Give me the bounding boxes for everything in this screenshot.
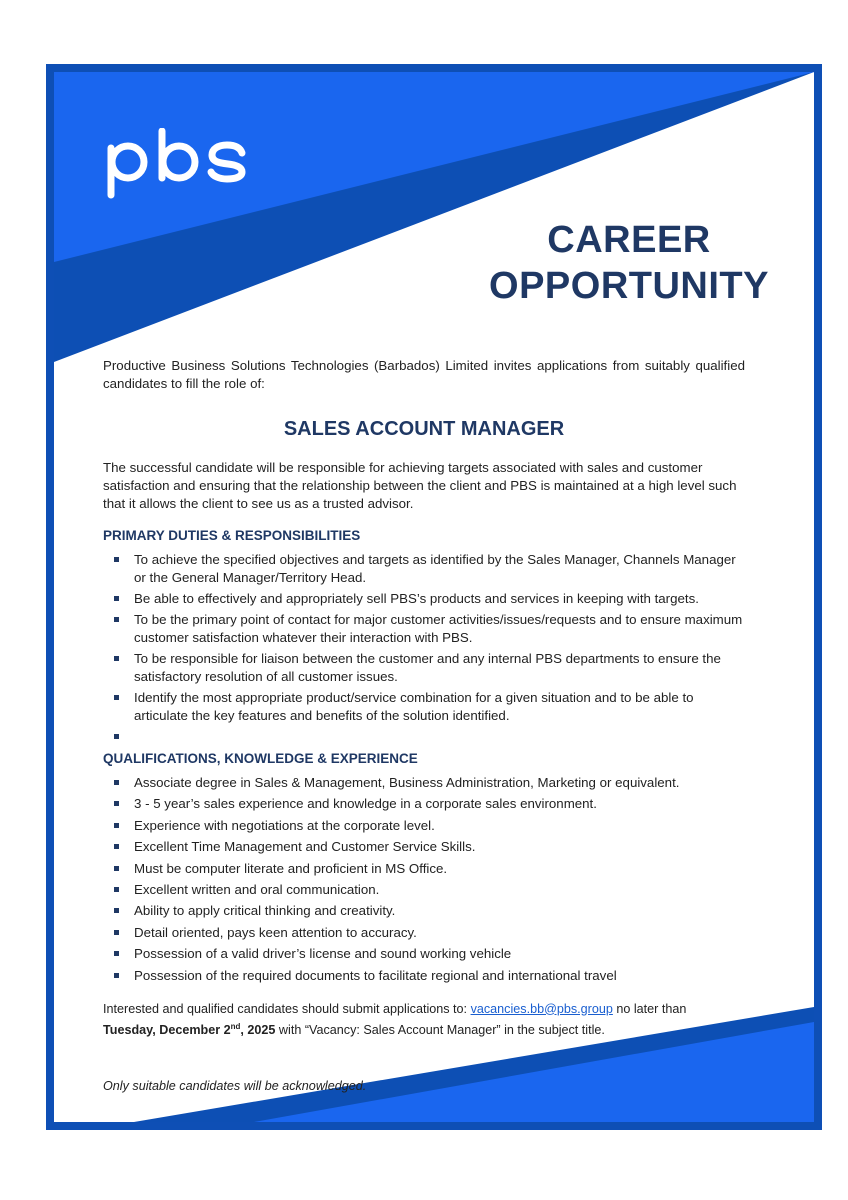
qualifications-heading: QUALIFICATIONS, KNOWLEDGE & EXPERIENCE bbox=[103, 751, 418, 766]
list-item: 3 - 5 year’s sales experience and knowledge in a corporate sales environment. bbox=[103, 795, 745, 813]
email-link[interactable]: vacancies.bb@pbs.group bbox=[470, 1001, 613, 1016]
list-item: Excellent written and oral communication. bbox=[103, 881, 745, 899]
list-item: Experience with negotiations at the corporate level. bbox=[103, 817, 745, 835]
title-line-2: OPPORTUNITY bbox=[489, 265, 769, 307]
list-item: To be the primary point of contact for major customer activities/issues/requests and to ensure maximum customer satisfaction whatever their interaction with PBS. bbox=[103, 611, 745, 647]
list-item: To achieve the specified objectives and targets as identified by the Sales Manager, Channels Manager or the General Manager/Territory Head. bbox=[103, 551, 745, 587]
closing-text-end: with “Vacancy: Sales Account Manager” in the subject title. bbox=[275, 1022, 605, 1037]
closing-text-after-email: no later than bbox=[612, 1001, 687, 1016]
list-item: To be responsible for liaison between the customer and any internal PBS departments to ensure the satisfactory resolution of all customer issues. bbox=[103, 650, 745, 686]
closing-paragraph bbox=[103, 1001, 745, 1039]
acknowledgement-note: Only suitable candidates will be acknowledged. bbox=[103, 1078, 367, 1093]
poster-frame bbox=[46, 64, 822, 1130]
title-line-1: CAREER bbox=[547, 219, 711, 261]
duties-list bbox=[103, 551, 745, 742]
list-item: Ability to apply critical thinking and creativity. bbox=[103, 902, 745, 920]
list-item: Associate degree in Sales & Management, Business Administration, Marketing or equivalent. bbox=[103, 774, 745, 792]
content bbox=[103, 357, 745, 1095]
list-item: Must be computer literate and proficient in MS Office. bbox=[103, 860, 745, 878]
intro-paragraph: Productive Business Solutions Technologies (Barbados) Limited invites applications from suitably qualified candidates to fill the role of: bbox=[103, 358, 745, 391]
closing-text-start: Interested and qualified candidates should submit applications to: bbox=[103, 1001, 471, 1016]
pbs-logo bbox=[106, 128, 251, 200]
job-title: SALES ACCOUNT MANAGER bbox=[283, 418, 565, 440]
list-item: Possession of a valid driver’s license and sound working vehicle bbox=[103, 945, 745, 963]
qualifications-list bbox=[103, 774, 745, 985]
summary-paragraph: The successful candidate will be responsible for achieving targets associated with sales and customer satisfaction and ensuring that the relationship between the client and PBS is maintained at a high level such that it allows the client to see us as a trusted advisor. bbox=[103, 460, 737, 511]
list-item: Identify the most appropriate product/service combination for a given situation and to be able to articulate the key features and benefits of the solution identified. bbox=[103, 689, 745, 725]
deadline-date: Tuesday, December 2nd, 2025 bbox=[103, 1021, 276, 1037]
poster-body bbox=[54, 72, 814, 1122]
date-suffix: nd bbox=[230, 1021, 241, 1031]
page-title bbox=[454, 217, 804, 309]
list-item: Detail oriented, pays keen attention to accuracy. bbox=[103, 924, 745, 942]
list-item: Possession of the required documents to facilitate regional and international travel bbox=[103, 967, 745, 985]
list-item: Be able to effectively and appropriately sell PBS’s products and services in keeping with targets. bbox=[103, 590, 745, 608]
list-item-empty bbox=[103, 728, 745, 742]
duties-heading: PRIMARY DUTIES & RESPONSIBILITIES bbox=[103, 528, 361, 543]
list-item: Excellent Time Management and Customer Service Skills. bbox=[103, 838, 745, 856]
